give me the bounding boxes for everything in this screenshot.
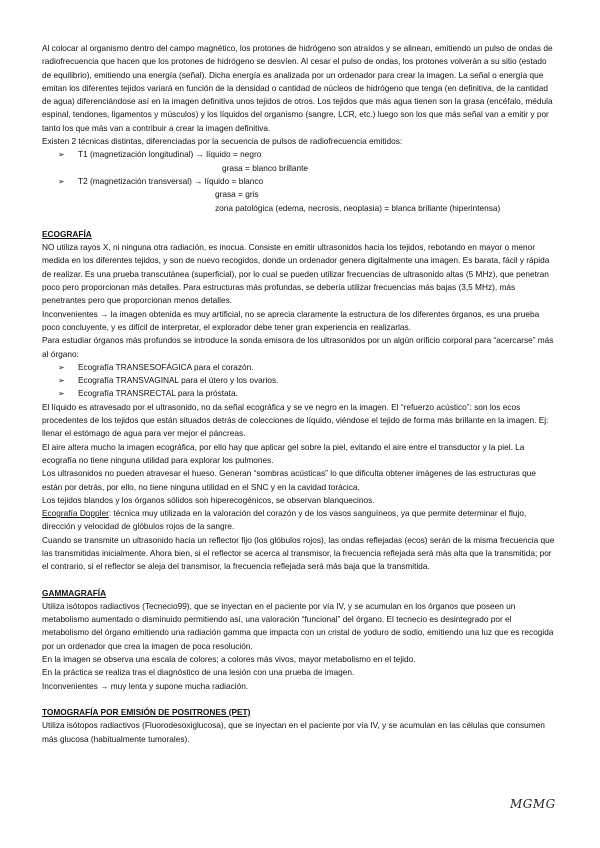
t2-label: T2	[78, 175, 88, 186]
pet-heading: TOMOGRAFÍA POR EMISIÓN DE POSITRONES (PET)	[42, 706, 251, 717]
t1-text: (magnetización longitudinal) → líquido = negro	[87, 149, 262, 160]
t1-label: T1	[78, 149, 88, 160]
techniques-intro: Existen 2 técnicas distintas, diferenciadas por la secuencia de pulsos de radiofrecuencia emitidos:	[42, 136, 403, 147]
technique-list	[42, 148, 558, 161]
gammagrafia-heading: GAMMAGRAFÍA	[42, 587, 107, 598]
signature: MGMG	[510, 797, 556, 811]
ecografia-paragraph-4: El líquido es atravesado por el ultrasonido, no da señal ecográfica y se ve negro en la imagen. El “refuerzo acústico”: son los ecos procedentes de los tejidos que están situados detrás de colecciones de líquido, viéndose el tejido de forma más brillante en la imagen. Ej: llenar el estómago de agua para ver mejor el páncreas.	[42, 401, 549, 439]
ecografia-paragraph-1: NO utiliza rayos X, ni ninguna otra radiación, es inocua. Consiste en emitir ultrasonidos hacia los tejidos, rebotando en mayor o menor medida en los diferentes tejidos, y son de nuevo recogidos, donde un ordenador genera digitalmente una imagen. Es barata, fácil y rápida de realizar. Es una prueba transcutánea (superficial), por lo cual se pueden utilizar frecuencias de ultrasonido altas (5 MHz), que penetran poco pero proporcionan más detalles. Para estructuras más profundas, se debería utilizar frecuencias más bajas (3,5 MHz), más penetrantes pero que proporcionan menos detalles.	[42, 242, 550, 306]
gammagrafia-paragraph-3: En la práctica se realiza tras el diagnóstico de una lesión con una prueba de imagen.	[42, 667, 355, 678]
document-page	[42, 42, 558, 746]
ecografia-heading: ECOGRAFÍA	[42, 228, 92, 239]
ecografia-paragraph-7: Los tejidos blandos y los órganos sólidos son hiperecogénicos, se observan blanquecinos.	[42, 494, 375, 505]
gammagrafia-paragraph-2: En la imagen se observa una escala de colores; a colores más vivos, mayor metabolismo en el tejido.	[42, 654, 416, 665]
ecografia-paragraph-8: Cuando se transmite un ultrasonido hacia un reflector fijo (los glóbulos rojos), las ondas reflejadas (ecos) serán de la misma frecuencia que las transmitidas inicialmente. Ahora bien, si el reflector se acerca al transmisor, la frecuencia reflejada será más alta que la transmitida; por el contrario, si el reflector se aleja del transmisor, la frecuencia reflejada será más baja que la transmitida.	[42, 534, 555, 572]
doppler-text: : técnica muy utilizada en la valoración del corazón y de los vasos sanguíneos, ya que permite determinar el flujo, dirección y velocidad de glóbulos rojos de la sangre.	[42, 508, 527, 532]
pet-paragraph-1: Utiliza isótopos radiactivos (Fluorodesoxiglucosa), que se inyectan en el paciente por vía IV, y se acumulan en las células que consumen más glucosa (habitualmente tumorales).	[42, 720, 545, 744]
t2-sub-1: grasa = gris	[215, 189, 259, 200]
ecografia-paragraph-6: Los ultrasonidos no pueden atravesar el hueso. Generan “sombras acústicas” lo que dificulta obtener imágenes de las estructuras que están por detrás, por ello, no tiene ninguna utilidad en el SNC y en la cavidad torácica.	[42, 468, 536, 492]
ecografia-bullet: ➢ Ecografía TRANSESOFÁGICA para el corazón.	[42, 361, 558, 374]
t2-text: (magnetización transversal) → líquido = blanco	[87, 175, 264, 186]
t2-sub-2: zona patológica (edema, necrosis, neoplasia) = blanca brillante (hiperintensa)	[215, 202, 501, 213]
ecografia-bullets	[42, 361, 558, 401]
technique-list-2	[42, 175, 558, 188]
ecografia-paragraph-2: Inconvenientes → la imagen obtenida es muy artificial, no se aprecia claramente la estructura de los diferentes órganos, es una prueba poco concluyente, y es difícil de interpretar, el explorador debe tener gran experiencia en realizarlas.	[42, 308, 540, 332]
t2-item	[42, 175, 558, 188]
doppler-label: Ecografía Doppler	[42, 508, 109, 519]
doppler-paragraph	[42, 507, 558, 534]
ecografia-paragraph-3: Para estudiar órganos más profundos se introduce la sonda emisora de los ultrasonidos por un algún orificio corporal para “acercarse” más al órgano:	[42, 335, 554, 359]
gammagrafia-paragraph-4: Inconvenientes → muy lenta y supone mucha radiación.	[42, 680, 249, 691]
gammagrafia-paragraph-1: Utiliza isótopos radiactivos (Tecnecio99), que se inyectan en el paciente por vía IV, y se acumulan en los órganos que poseen un metabolismo aumentado o disminuido permitiendo así, una valoración “funcional” del órgano. El tecnecio es desintegrado por el metabolismo del órgano emitiendo una radiación gamma que impacta con un cristal de yoduro de sodio, emitiendo una luz que es recogida por un ordenador que crea la imagen de poca resolución.	[42, 600, 554, 651]
intro-paragraph: Al colocar al organismo dentro del campo magnético, los protones de hidrógeno son atraídos y se alinean, emitiendo un pulso de ondas de radiofrecuencia que hacen que los protones de hidrógeno se desvíen. Al cesar el pulso de ondas, los protones volverán a su sitio (estado de equilibrio), emitiendo una energía (señal). Dicha energía es analizada por un ordenador para crear la imagen. La señal o energía que emitan los diferentes tejidos variará en función de la densidad o cantidad de núcleos de hidrógeno que tenga (en definitiva, de la cantidad de agua) diferenciándose así en la imagen definitiva unos tejidos de otros. Los tejidos que más agua tienen son la grasa (encéfalo, médula espinal, tendones, ligamentos y músculos) y los líquidos del organismo (sangre, LCR, etc.) luego son los que más señal van a emitir y por tanto los que más van a contribuir a crear la imagen definitiva.	[42, 43, 553, 133]
t1-sub: grasa = blanco brillante	[222, 162, 309, 173]
t1-item	[42, 148, 558, 161]
ecografia-paragraph-5: El aire altera mucho la imagen ecográfica, por ello hay que aplicar gel sobre la piel, evitando el aire entre el transductor y la piel. La ecografía no tiene ninguna utilidad para explorar los pulmones.	[42, 441, 525, 465]
ecografia-bullet: ➢ Ecografía TRANSVAGINAL para el útero y los ovarios.	[42, 374, 558, 387]
ecografia-bullet: ➢ Ecografía TRANSRECTAL para la próstata.	[42, 387, 558, 400]
